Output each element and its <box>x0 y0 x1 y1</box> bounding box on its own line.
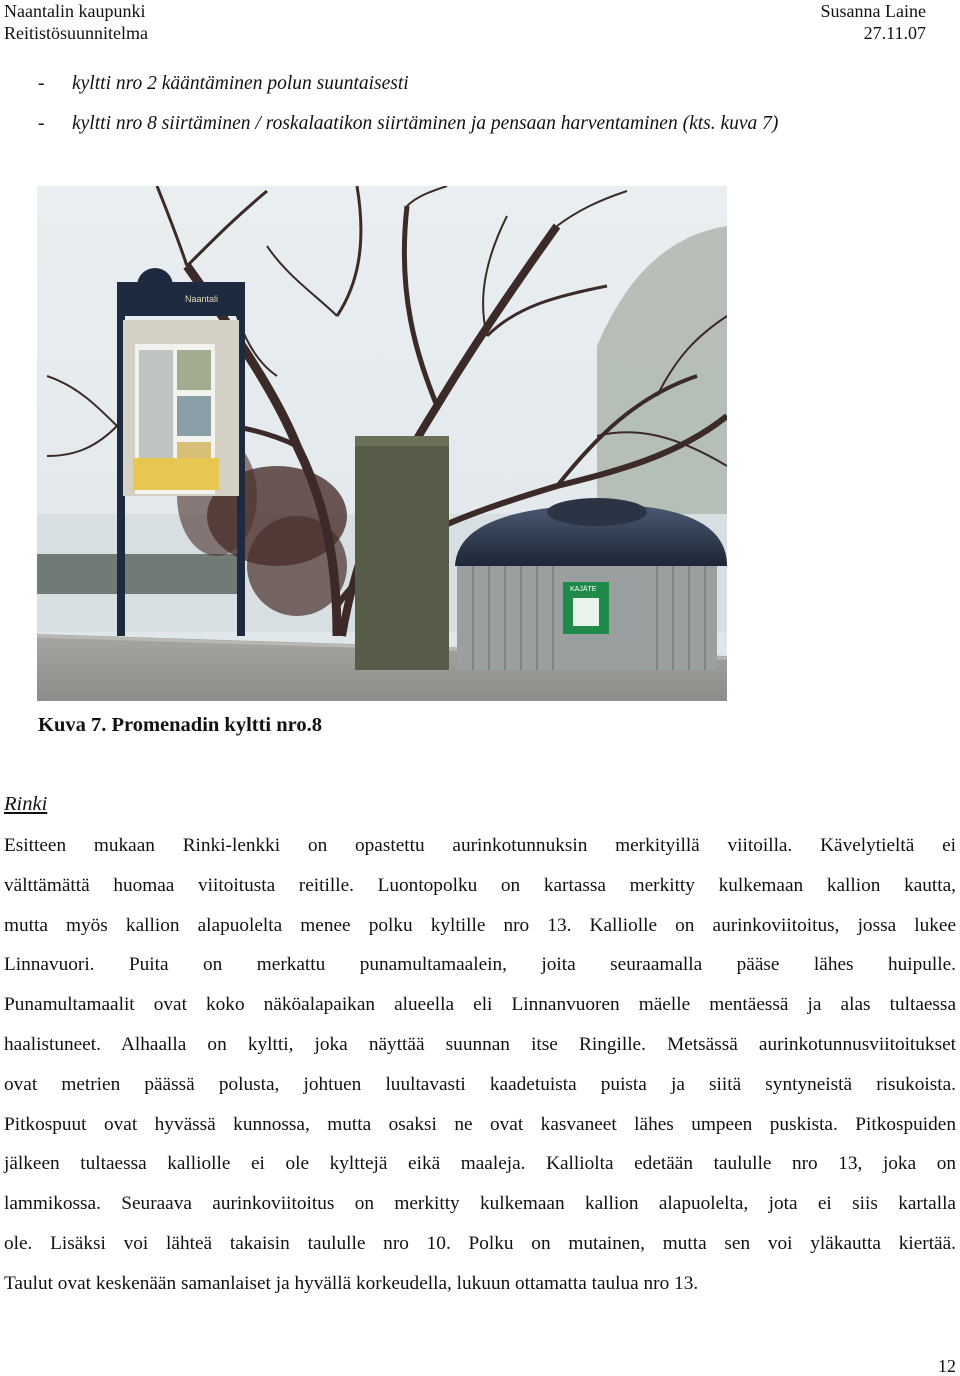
paragraph-line: lammikossa. Seuraava aurinkoviitoitus on merkitty kulkemaan kallion alapuolelta, jota ei siis kartalla <box>4 1193 956 1215</box>
figure-caption: Kuva 7. Promenadin kyltti nro.8 <box>38 714 322 736</box>
bullet-marker: - <box>38 113 45 134</box>
list-item <box>38 64 778 104</box>
header-document-title: Reitistösuunnitelma <box>4 23 148 43</box>
paragraph-line: Pitkospuut ovat hyvässä kunnossa, mutta osaksi ne ovat kasvaneet lähes umpeen puskista. Pitkospuiden <box>4 1113 956 1135</box>
page-number: 12 <box>938 1356 956 1376</box>
paragraph-line: haalistuneet. Alhaalla on kyltti, joka näyttää suunnan itse Ringille. Metsässä aurinkotunnusviitoitukset <box>4 1033 956 1055</box>
paragraph-line: Taulut ovat keskenään samanlaiset ja hyvällä korkeudella, lukuun ottamatta taulua nro 13. <box>4 1272 699 1294</box>
bin-label: KAJÄTE <box>570 586 597 593</box>
section-title: Rinki <box>4 793 48 815</box>
paragraph-line: jälkeen tultaessa kalliolle ei ole kylttejä eikä maaleja. Kalliolta edetään taululle nro 13, joka on <box>4 1153 956 1175</box>
list-item <box>38 104 778 144</box>
header-date: 27.11.07 <box>863 23 926 43</box>
paragraph-line: ovat metrien päässä polusta, johtuen luultavasti kaadetuista puista ja siitä syntyneistä risukoista. <box>4 1073 956 1095</box>
bullet-text: kyltti nro 2 kääntäminen polun suuntaisesti <box>72 73 409 94</box>
bullet-list <box>38 64 778 144</box>
paragraph-line: ole. Lisäksi voi lähteä takaisin taululle nro 10. Polku on mutainen, mutta sen voi yläkautta kiertää. <box>4 1232 956 1254</box>
electrical-cabinet <box>355 436 449 670</box>
pier <box>37 554 237 594</box>
header-author: Susanna Laine <box>820 1 926 21</box>
paragraph-line: mutta myös kallion alapuolelta menee polku kyltille nro 13. Kalliolle on aurinkoviitoitus, jossa lukee <box>4 914 956 936</box>
sign-text: Naantali <box>185 294 219 304</box>
body-paragraph <box>4 826 956 1304</box>
paragraph-line: Esitteen mukaan Rinki-lenkki on opastettu aurinkotunnuksin merkityillä viitoilla. Kävelytieltä ei <box>4 835 956 856</box>
photo-promenade-sign <box>37 186 727 701</box>
paragraph-line: Punamultamaalit ovat koko näköalapaikan alueella eli Linnanvuoren mäelle mentäessä ja alas tultaessa <box>4 994 956 1016</box>
waste-bin <box>455 498 727 670</box>
paragraph-line: välttämättä huomaa viitoitusta reitille. Luontopolku on kartassa merkitty kulkemaan kallion kautta, <box>4 874 956 896</box>
bullet-marker: - <box>38 73 45 94</box>
bullet-text: kyltti nro 8 siirtäminen / roskalaatikon siirtäminen ja pensaan harventaminen (kts. kuva 7) <box>72 113 779 134</box>
header-organization: Naantalin kaupunki <box>4 1 146 21</box>
paragraph-line: Linnavuori. Puita on merkattu punamultamaalein, joita seuraamalla pääse lähes huipulle. <box>4 954 956 976</box>
